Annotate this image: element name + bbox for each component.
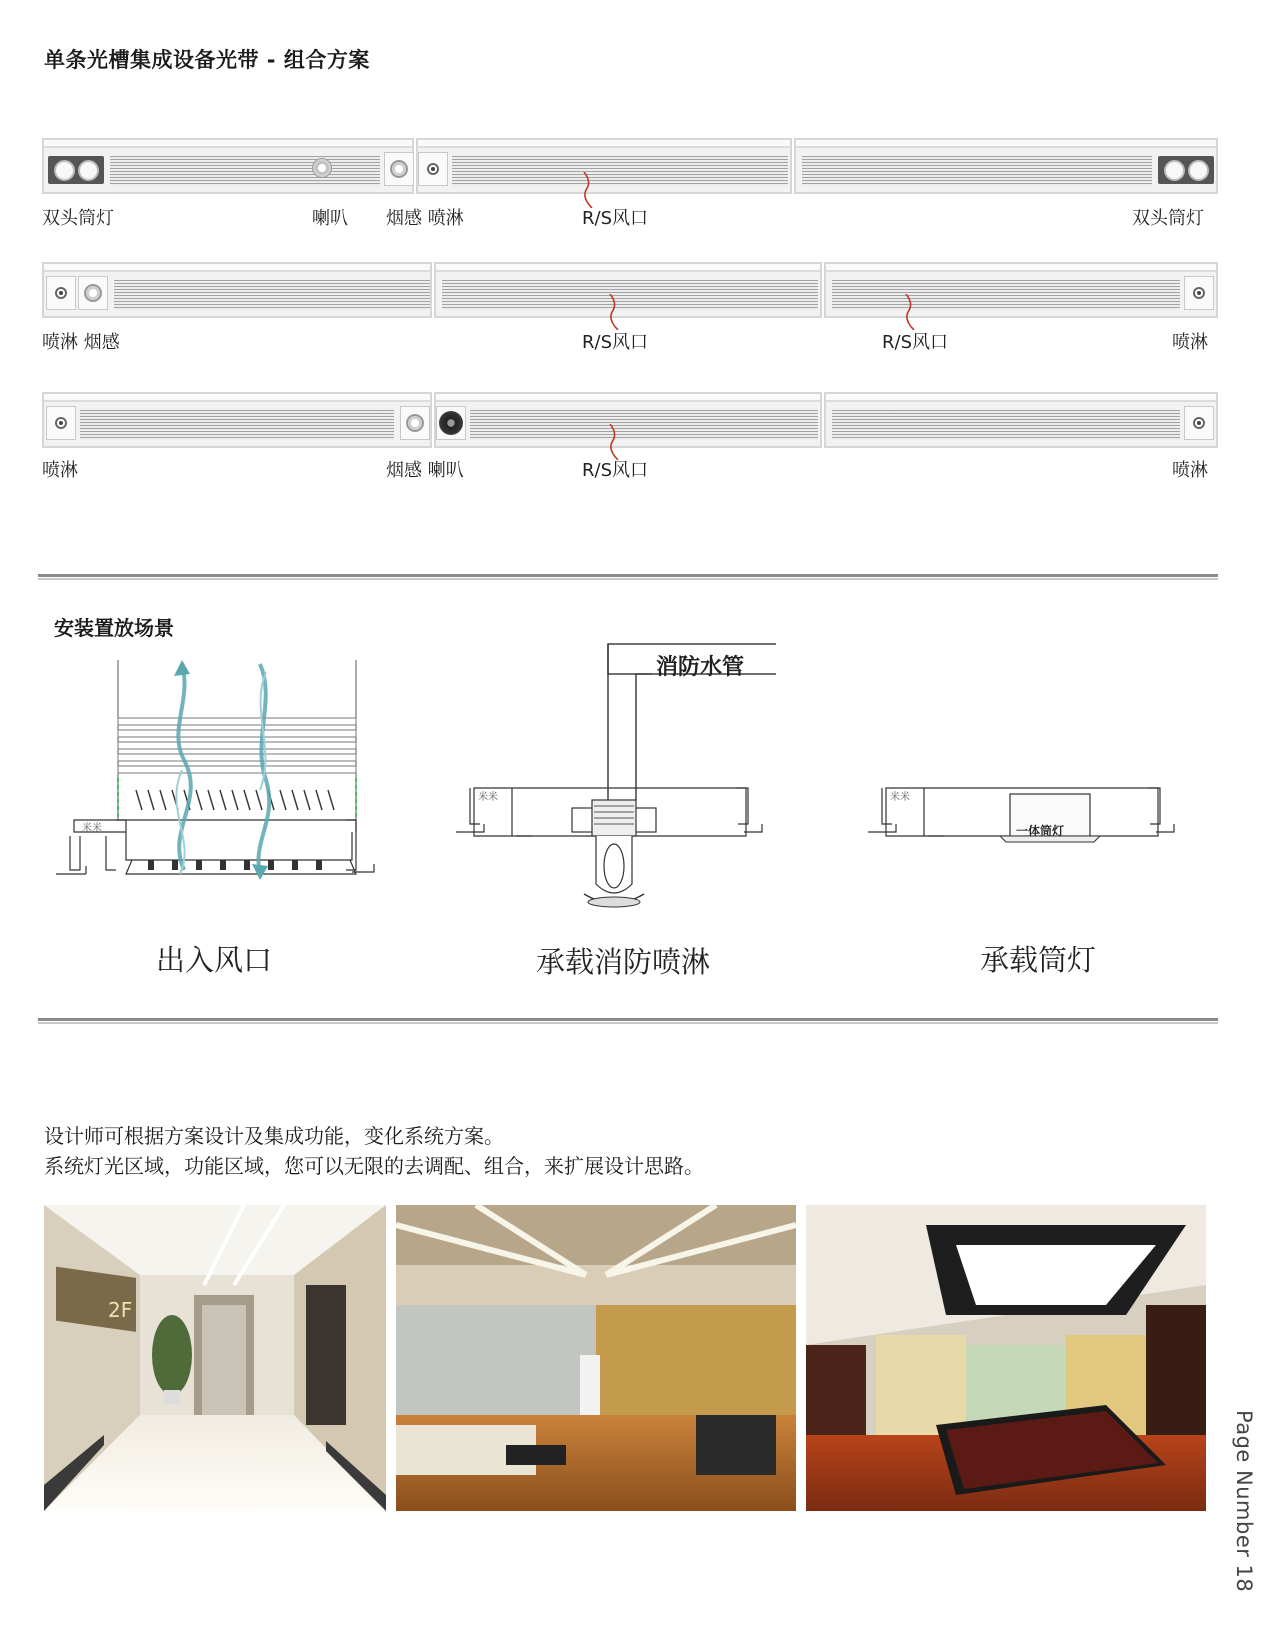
strip-segment [434,262,822,318]
sprinkler-icon [46,276,76,310]
speaker-icon [436,406,466,440]
svg-text:米米: 米米 [82,823,102,834]
caption-sprinkler: 承载消防喷淋 [536,945,711,979]
vent-section-diagram [56,660,376,900]
strip-segment [42,262,432,318]
label-smoke-speaker: 烟感 喇叭 [386,460,464,481]
dual-downlight-icon [1158,156,1214,184]
smoke-detector-icon [400,406,430,440]
section-divider [38,1018,1218,1024]
strip-segment [416,138,792,194]
label-sprinkler: 喷淋 [1172,332,1208,353]
sprinkler-icon [418,152,448,186]
label-rs-vent: R/S风口 [582,332,648,353]
meeting-room-photo [806,1205,1206,1511]
strip-row-2 [42,262,1218,318]
fire-pipe-label: 消防水管 [656,655,745,680]
rs-vent-marker-icon [904,294,918,330]
strip-segment [42,392,432,448]
strip-segment [794,138,1218,194]
strip-segment [42,138,414,194]
strip-segment [434,392,822,448]
strip-row-3 [42,392,1218,448]
label-dual-downlight-left: 双头筒灯 [42,208,114,229]
lobby-photo [44,1205,386,1511]
downlight-label: 一体筒灯 [1016,824,1065,838]
speaker-icon [312,158,332,178]
label-rs-vent: R/S风口 [882,332,948,353]
description-line-1: 设计师可根据方案设计及集成功能，变化系统方案。 [44,1124,504,1148]
strip-row-1 [42,138,1218,194]
sprinkler-section-diagram [456,640,776,930]
caption-downlight: 承载筒灯 [980,943,1097,977]
label-sprinkler: 喷淋 [1172,460,1208,481]
label-rs-vent: R/S风口 [582,460,648,481]
section-divider [38,574,1218,580]
label-sprinkler: 喷淋 [42,460,78,481]
lobby-floor-sign: 2F [108,1298,133,1322]
sprinkler-icon [1184,406,1214,440]
svg-text:米米: 米米 [478,792,498,803]
description-line-2: 系统灯光区域，功能区域，您可以无限的去调配、组合，来扩展设计思路。 [44,1154,704,1178]
sprinkler-icon [1184,276,1214,310]
page-number: Page Number 18 [1232,1410,1256,1593]
smoke-detector-icon [384,152,414,186]
downlight-section-diagram [868,780,1180,852]
page-title: 单条光槽集成设备光带 - 组合方案 [44,48,370,72]
sprinkler-icon [46,406,76,440]
smoke-detector-icon [78,276,108,310]
label-speaker: 喇叭 [312,208,348,229]
dual-downlight-icon [48,156,104,184]
label-rs-vent: R/S风口 [582,208,648,229]
rs-vent-marker-icon [608,294,622,330]
caption-vent: 出入风口 [156,943,273,977]
rs-vent-marker-icon [608,424,622,460]
rs-vent-marker-icon [582,172,596,208]
lounge-photo [396,1205,796,1511]
strip-segment [824,262,1218,318]
label-sprinkler-smoke: 喷淋 烟感 [42,332,120,353]
label-smoke-sprinkler: 烟感 喷淋 [386,208,464,229]
strip-segment [824,392,1218,448]
label-dual-downlight-right: 双头筒灯 [1132,208,1204,229]
section-title: 安装置放场景 [54,616,174,640]
svg-text:米米: 米米 [890,792,910,803]
